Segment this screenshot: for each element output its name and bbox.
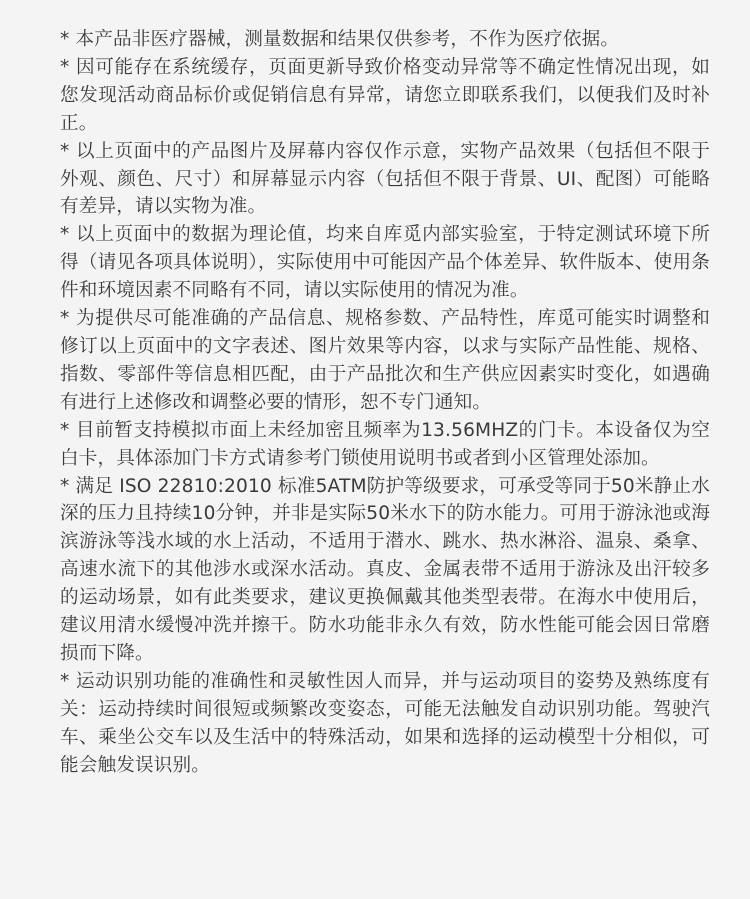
disclaimer-note-lab-data: * 以上页面中的数据为理论值，均来自库觅内部实验室，于特定测试环境下所得（请见各项具体说明），实际使用中可能因产品个体差异、软件版本、使用条件和环境因素不同略有不同，请以实际使用的情况为准。 xyxy=(60,224,710,302)
disclaimer-note-door-card: * 目前暂支持模拟市面上未经加密且频率为13.56MHZ的门卡。本设备仅为空白卡，具体添加门卡方式请参考门锁使用说明书或者到小区管理处添加。 xyxy=(60,419,710,469)
disclaimer-note-content-updates: * 为提供尽可能准确的产品信息、规格参数、产品特性，库觅可能实时调整和修订以上页面中的文字表述、图片效果等内容，以求与实际产品性能、规格、指数、零部件等信息相匹配，由于产品批次和生产供应因素实时变化，如遇确有进行上述修改和调整必要的情形，恕不专门通知。 xyxy=(60,308,710,413)
disclaimer-note-price-cache: * 因可能存在系统缓存，页面更新导致价格变动异常等不确定性情况出现，如您发现活动商品标价或促销信息有异常，请您立即联系我们，以便我们及时补正。 xyxy=(60,56,710,134)
disclaimer-note-images: * 以上页面中的产品图片及屏幕内容仅作示意，实物产品效果（包括但不限于外观、颜色、尺寸）和屏幕显示内容（包括但不限于背景、UI、配图）可能略有差异，请以实物为准。 xyxy=(60,140,710,218)
disclaimer-note-medical: * 本产品非医疗器械，测量数据和结果仅供参考，不作为医疗依据。 xyxy=(60,29,620,50)
disclaimer-note-water-resistance: * 满足 ISO 22810:2010 标准5ATM防护等级要求，可承受等同于50米静止水深的压力且持续10分钟，并非是实际50米水下的防水能力。可用于游泳池或海滨游泳等浅水域的水上活动，不适用于潜水、跳水、热水淋浴、温泉、桑拿、高速水流下的其他涉水或深水活动。真皮、金属表带不适用于游泳及出汗较多的运动场景，如有此类要求，建议更换佩戴其他类型表带。在海水中使用后，建议用清水缓慢冲洗并擦干。防水功能非永久有效，防水性能可能会因日常磨损而下降。 xyxy=(60,475,710,664)
disclaimer-note-activity-recognition: * 运动识别功能的准确性和灵敏性因人而异，并与运动项目的姿势及熟练度有关：运动持续时间很短或频繁改变姿态，可能无法触发自动识别功能。驾驶汽车、乘坐公交车以及生活中的特殊活动，如果和选择的运动模型十分相似，可能会触发误识别。 xyxy=(60,670,710,776)
disclaimer-list xyxy=(60,26,710,779)
